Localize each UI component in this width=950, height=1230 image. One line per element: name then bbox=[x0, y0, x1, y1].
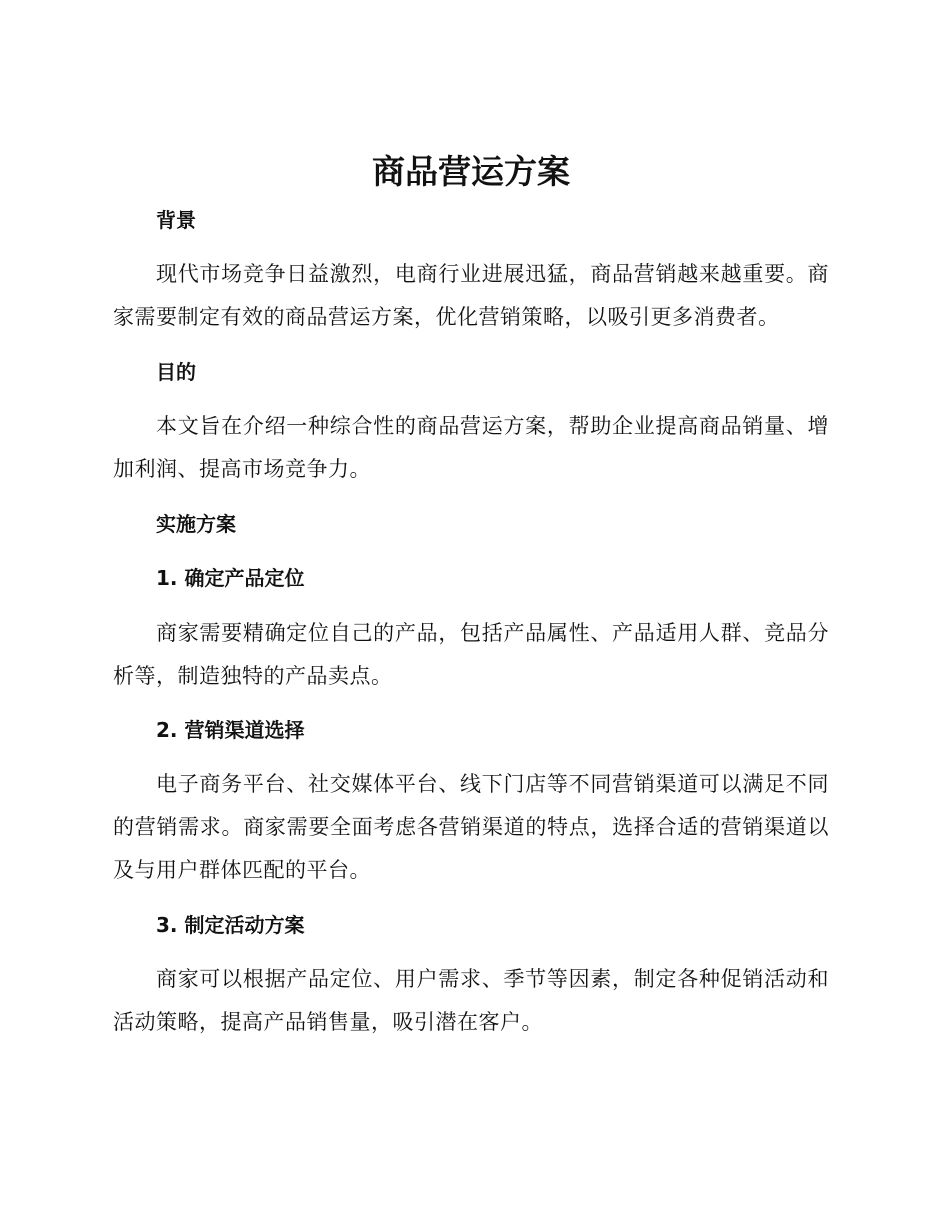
section-text-activity-plan: 商家可以根据产品定位、用户需求、季节等因素，制定各种促销活动和活动策略，提高产品销售量，吸引潜在客户。 bbox=[113, 967, 829, 1034]
section-text-background: 现代市场竞争日益激烈，电商行业进展迅猛，商品营销越来越重要。商家需要制定有效的商品营运方案，优化营销策略，以吸引更多消费者。 bbox=[113, 262, 829, 329]
section-text-purpose: 本文旨在介绍一种综合性的商品营运方案，帮助企业提高商品销量、增加利润、提高市场竞争力。 bbox=[113, 414, 829, 481]
section-heading-marketing-channels: 2. 营销渠道选择 bbox=[156, 718, 305, 742]
section-text-marketing-channels: 电子商务平台、社交媒体平台、线下门店等不同营销渠道可以满足不同的营销需求。商家需要全面考虑各营销渠道的特点，选择合适的营销渠道以及与用户群体匹配的平台。 bbox=[113, 772, 829, 882]
section-heading-implementation: 实施方案 bbox=[156, 512, 236, 536]
section-heading-product-positioning: 1. 确定产品定位 bbox=[156, 566, 305, 590]
section-text-product-positioning: 商家需要精确定位自己的产品，包括产品属性、产品适用人群、竞品分析等，制造独特的产品卖点。 bbox=[113, 621, 829, 688]
section-heading-purpose: 目的 bbox=[156, 360, 196, 384]
section-heading-activity-plan: 3. 制定活动方案 bbox=[156, 913, 305, 937]
document-title: 商品营运方案 bbox=[372, 152, 570, 191]
section-heading-background: 背景 bbox=[156, 208, 196, 232]
